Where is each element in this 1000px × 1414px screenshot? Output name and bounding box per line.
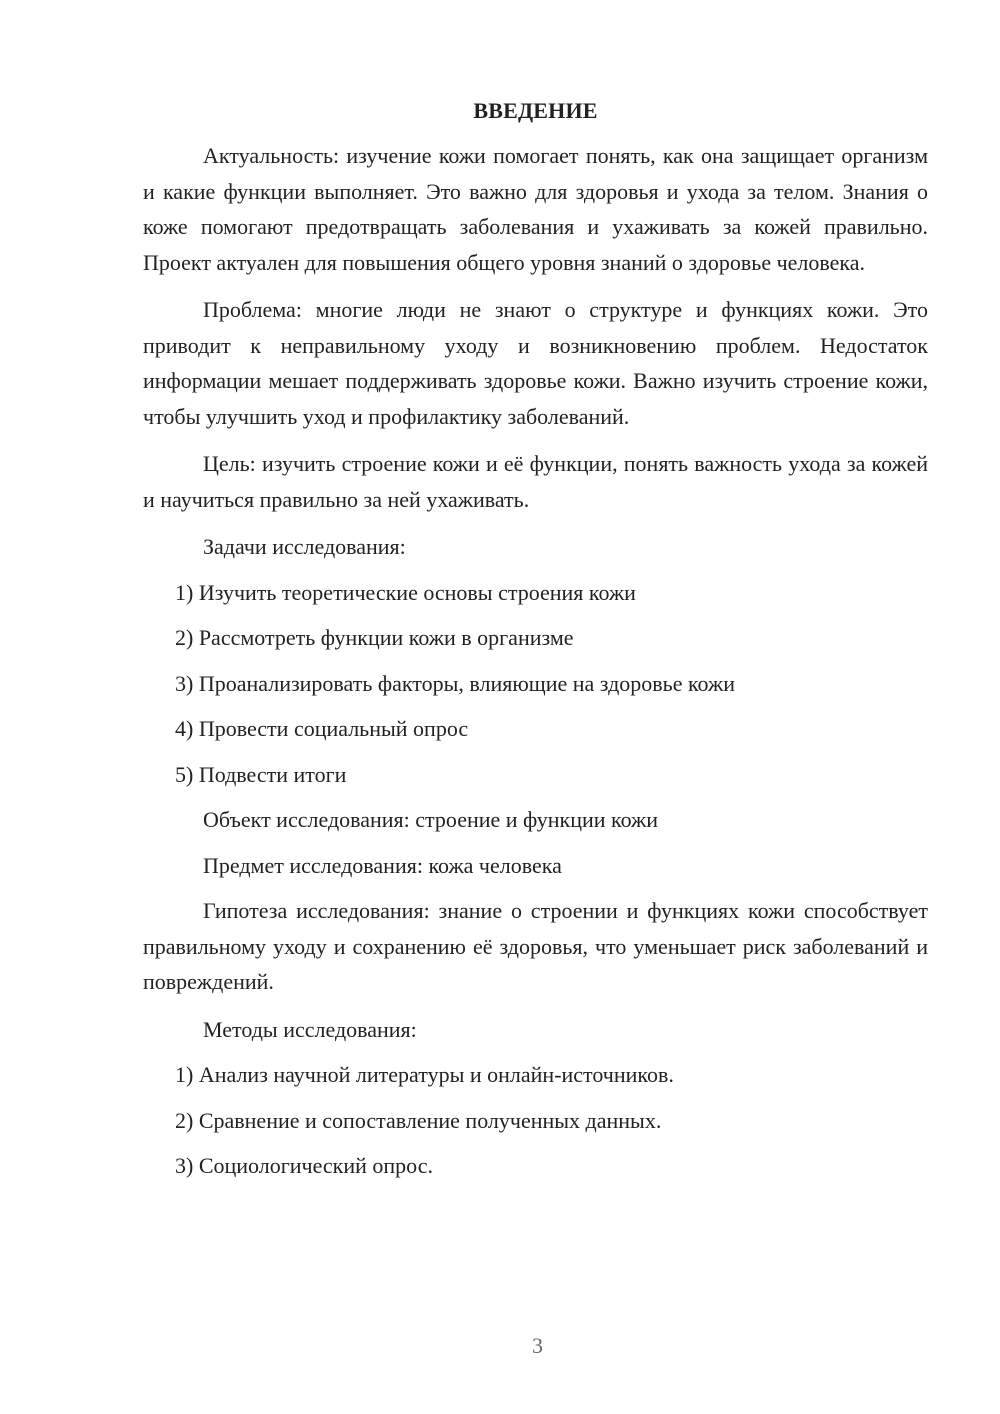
method-item-1: 1) Анализ научной литературы и онлайн-источников. <box>175 1062 674 1087</box>
method-item-3: 3) Социологический опрос. <box>175 1153 433 1178</box>
tasks-heading: Задачи исследования: <box>203 534 406 559</box>
goal-paragraph: Цель: изучить строение кожи и её функции, понять важность ухода за кожей и научиться правильно за ней ухаживать. <box>143 451 928 512</box>
research-subject: Предмет исследования: кожа человека <box>203 852 562 878</box>
task-item-3: 3) Проанализировать факторы, влияющие на здоровье кожи <box>175 670 735 696</box>
relevance-paragraph: Актуальность: изучение кожи помогает понять, как она защищает организм и какие функции выполняет. Это важно для здоровья и ухода за телом. Знания о коже помогают предотвращать заболевания и ухаживать за кожей правильно. Проект актуален для повышения общего уровня знаний о здоровье человека. <box>143 143 928 275</box>
methods-heading: Методы исследования: <box>203 1016 417 1042</box>
task-item-1: 1) Изучить теоретические основы строения кожи <box>175 579 636 605</box>
research-object: Объект исследования: строение и функции кожи <box>203 807 659 832</box>
task-item-5: 5) Подвести итоги <box>175 761 347 787</box>
task-item-2: 2) Рассмотреть функции кожи в организме <box>175 625 574 650</box>
document-body <box>143 96 928 1194</box>
method-item-2: 2) Сравнение и сопоставление полученных данных. <box>175 1107 662 1133</box>
problem-paragraph: Проблема: многие люди не знают о структуре и функциях кожи. Это приводит к неправильному уходу и возникновению проблем. Недостаток информации мешает поддерживать здоровье кожи. Важно изучить строение кожи, чтобы улучшить уход и профилактику заболеваний. <box>143 297 928 429</box>
section-title: ВВЕДЕНИЕ <box>473 98 598 123</box>
task-item-4: 4) Провести социальный опрос <box>175 716 469 741</box>
hypothesis-paragraph: Гипотеза исследования: знание о строении и функциях кожи способствует правильному уходу и сохранению её здоровья, что уменьшает риск заболеваний и повреждений. <box>143 898 928 994</box>
page-number: 3 <box>532 1333 543 1358</box>
